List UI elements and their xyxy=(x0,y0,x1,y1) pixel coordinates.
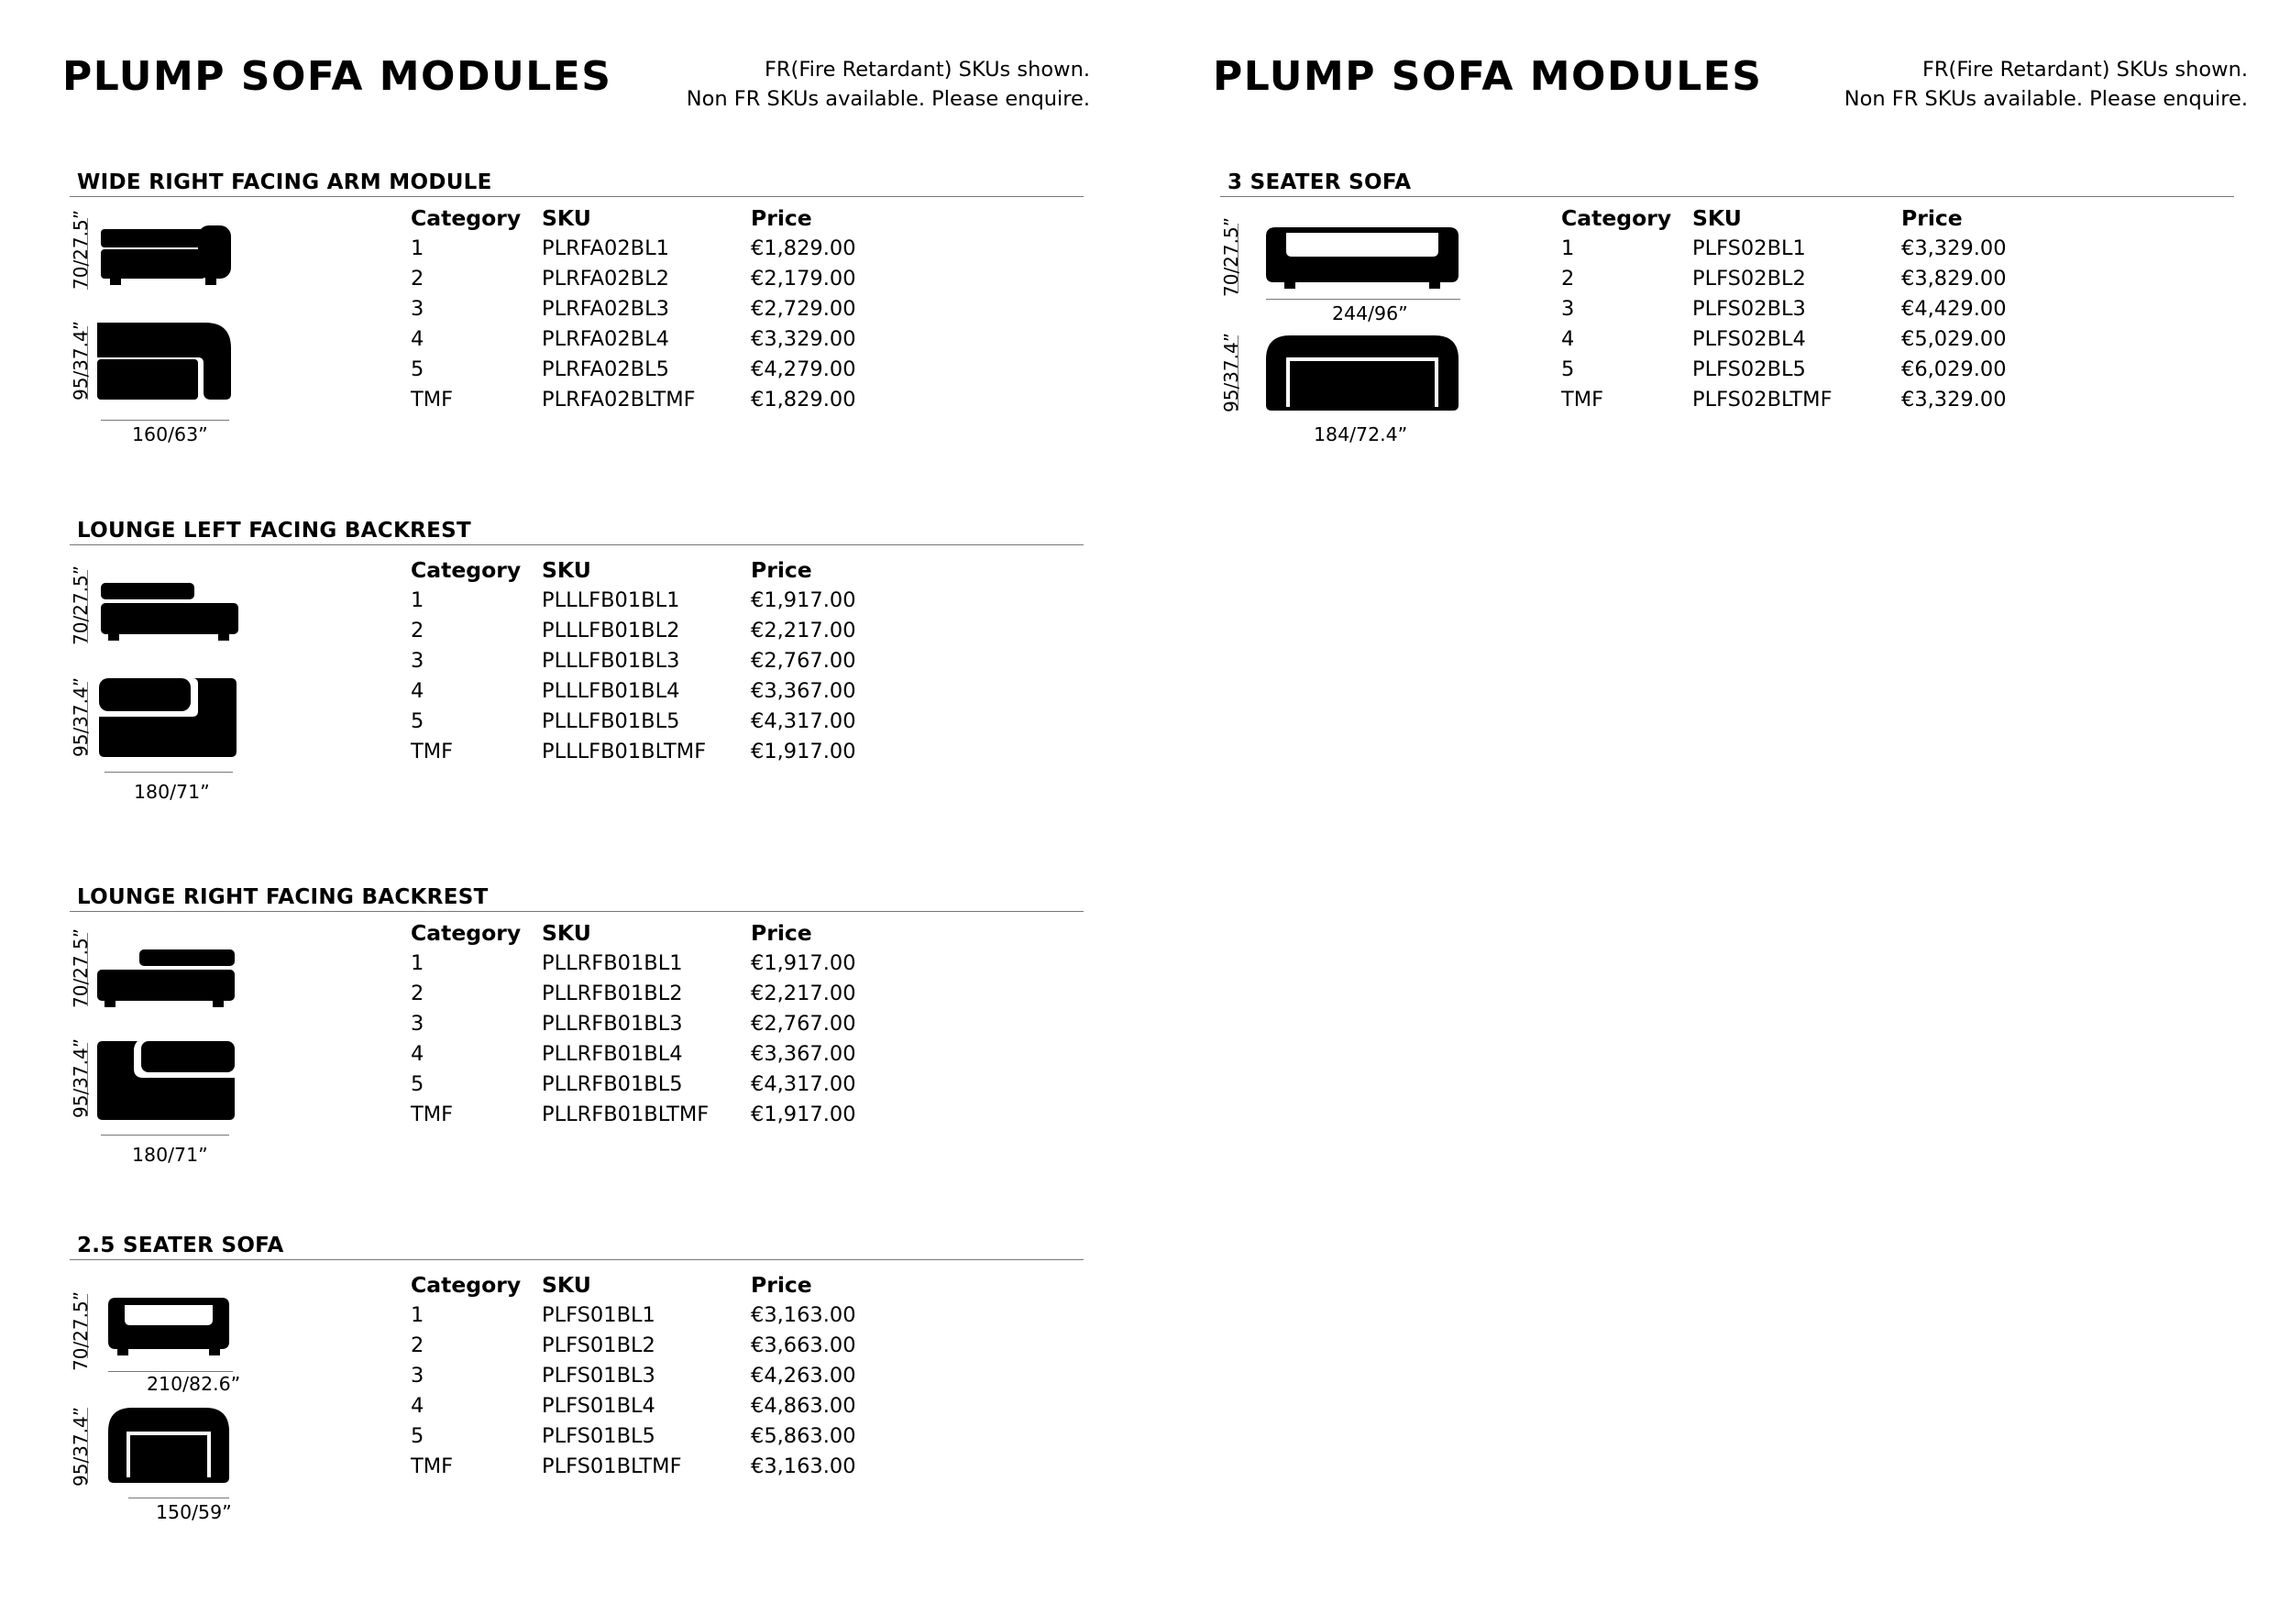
category-cell: 5 xyxy=(1561,357,1575,381)
header-sku: SKU xyxy=(542,205,591,231)
category-cell: 2 xyxy=(411,982,424,1005)
top-view-drawing xyxy=(108,1408,237,1487)
top-depth-label: 95/37.4” xyxy=(70,1406,92,1487)
category-cell: 4 xyxy=(411,1042,424,1066)
front-view-drawing xyxy=(108,1298,237,1358)
sku-cell: PLFS01BL5 xyxy=(542,1424,655,1448)
category-cell: TMF xyxy=(411,740,454,763)
sku-cell: PLFS02BL4 xyxy=(1692,327,1806,351)
header-price: Price xyxy=(751,205,812,231)
side-view-drawing xyxy=(97,225,235,290)
price-cell: €3,367.00 xyxy=(751,679,856,703)
section-title: LOUNGE LEFT FACING BACKREST xyxy=(77,519,471,543)
sku-cell: PLFS01BL4 xyxy=(542,1394,655,1418)
price-cell: €2,767.00 xyxy=(751,649,856,673)
price-cell: €2,767.00 xyxy=(751,1012,856,1036)
price-cell: €4,317.00 xyxy=(751,1072,856,1096)
fr-note-line-2: Non FR SKUs available. Please enquire. xyxy=(1844,87,2248,111)
price-cell: €3,663.00 xyxy=(751,1333,856,1357)
header-sku: SKU xyxy=(542,920,591,946)
header-category: Category xyxy=(411,205,522,231)
price-cell: €5,029.00 xyxy=(1901,327,2007,351)
top-depth-label: 95/37.4” xyxy=(1220,332,1242,412)
price-cell: €1,917.00 xyxy=(751,1103,856,1126)
category-cell: 4 xyxy=(411,327,424,351)
top-view-drawing xyxy=(1266,335,1468,414)
fr-note-line-1: FR(Fire Retardant) SKUs shown. xyxy=(1921,58,2248,82)
side-height-label: 70/27.5” xyxy=(70,565,92,645)
category-cell: 2 xyxy=(411,1333,424,1357)
fr-note-line-2: Non FR SKUs available. Please enquire. xyxy=(686,87,1090,111)
category-cell: TMF xyxy=(411,1103,454,1126)
price-cell: €4,263.00 xyxy=(751,1364,856,1388)
section-rule xyxy=(1220,196,2234,197)
sku-cell: PLRFA02BLTMF xyxy=(542,388,696,411)
price-cell: €2,179.00 xyxy=(751,267,856,291)
section-title: LOUNGE RIGHT FACING BACKREST xyxy=(77,885,489,909)
category-cell: 3 xyxy=(411,1012,424,1036)
category-cell: TMF xyxy=(411,1454,454,1478)
front-view-drawing xyxy=(1266,227,1468,291)
section-title: WIDE RIGHT FACING ARM MODULE xyxy=(77,170,492,194)
header-price: Price xyxy=(751,920,812,946)
category-cell: 1 xyxy=(411,236,424,260)
side-height-label: 70/27.5” xyxy=(70,209,92,290)
section-rule xyxy=(70,196,1084,197)
header-price: Price xyxy=(751,557,812,583)
width-label: 180/71” xyxy=(132,1144,208,1166)
price-cell: €2,217.00 xyxy=(751,982,856,1005)
dim-line xyxy=(1266,299,1460,300)
category-cell: 3 xyxy=(411,649,424,673)
page-right xyxy=(1151,0,2290,1624)
side-view-drawing xyxy=(97,949,244,1014)
category-cell: 3 xyxy=(411,1364,424,1388)
sku-cell: PLLLFB01BL3 xyxy=(542,649,680,673)
price-cell: €2,217.00 xyxy=(751,619,856,642)
dim-line xyxy=(101,420,229,421)
price-cell: €4,863.00 xyxy=(751,1394,856,1418)
sku-cell: PLFS02BLTMF xyxy=(1692,388,1833,411)
width-label: 184/72.4” xyxy=(1314,423,1408,445)
category-cell: TMF xyxy=(411,388,454,411)
price-cell: €6,029.00 xyxy=(1901,357,2007,381)
header-sku: SKU xyxy=(542,557,591,583)
category-cell: 1 xyxy=(411,951,424,975)
price-cell: €3,367.00 xyxy=(751,1042,856,1066)
header-sku: SKU xyxy=(1692,205,1742,231)
fr-note-line-1: FR(Fire Retardant) SKUs shown. xyxy=(764,58,1090,82)
sku-cell: PLLLFB01BL4 xyxy=(542,679,680,703)
sku-cell: PLFS02BL3 xyxy=(1692,297,1806,321)
width-label: 160/63” xyxy=(132,423,208,445)
header-category: Category xyxy=(411,920,522,946)
sku-cell: PLFS01BLTMF xyxy=(542,1454,682,1478)
price-cell: €3,829.00 xyxy=(1901,267,2007,291)
sku-cell: PLLRFB01BL4 xyxy=(542,1042,683,1066)
side-view-drawing xyxy=(97,583,244,647)
price-cell: €2,729.00 xyxy=(751,297,856,321)
price-cell: €3,329.00 xyxy=(1901,236,2007,260)
fr-note xyxy=(1844,55,2248,114)
category-cell: 3 xyxy=(411,297,424,321)
side-height-label: 70/27.5” xyxy=(70,927,92,1008)
top-view-drawing xyxy=(97,678,244,761)
category-cell: 3 xyxy=(1561,297,1575,321)
header-price: Price xyxy=(1901,205,1963,231)
sku-cell: PLLLFB01BLTMF xyxy=(542,740,707,763)
dim-line xyxy=(105,772,233,773)
front-width-label: 210/82.6” xyxy=(147,1373,241,1395)
header-category: Category xyxy=(411,557,522,583)
category-cell: 5 xyxy=(411,357,424,381)
header-price: Price xyxy=(751,1272,812,1298)
sku-cell: PLLRFB01BLTMF xyxy=(542,1103,710,1126)
page-title: PLUMP SOFA MODULES xyxy=(62,53,612,100)
sku-cell: PLRFA02BL2 xyxy=(542,267,669,291)
sku-cell: PLLRFB01BL2 xyxy=(542,982,683,1005)
sku-cell: PLFS02BL2 xyxy=(1692,267,1806,291)
front-width-label: 244/96” xyxy=(1332,302,1408,324)
category-cell: 1 xyxy=(1561,236,1575,260)
sku-cell: PLFS01BL1 xyxy=(542,1303,655,1327)
header-category: Category xyxy=(411,1272,522,1298)
sku-cell: PLLRFB01BL1 xyxy=(542,951,683,975)
price-cell: €4,317.00 xyxy=(751,709,856,733)
category-cell: 4 xyxy=(411,1394,424,1418)
side-height-label: 70/27.5” xyxy=(1220,216,1242,297)
sku-cell: PLLRFB01BL3 xyxy=(542,1012,683,1036)
dim-line xyxy=(108,1371,233,1372)
section-title: 3 SEATER SOFA xyxy=(1228,170,1412,194)
category-cell: 2 xyxy=(1561,267,1575,291)
sku-cell: PLLRFB01BL5 xyxy=(542,1072,683,1096)
price-cell: €3,329.00 xyxy=(751,327,856,351)
top-depth-label: 95/37.4” xyxy=(70,1037,92,1118)
price-cell: €3,329.00 xyxy=(1901,388,2007,411)
top-depth-label: 95/37.4” xyxy=(70,320,92,401)
section-rule xyxy=(70,911,1084,912)
price-cell: €5,863.00 xyxy=(751,1424,856,1448)
category-cell: 1 xyxy=(411,1303,424,1327)
side-height-label: 70/27.5” xyxy=(70,1290,92,1371)
header-sku: SKU xyxy=(542,1272,591,1298)
price-cell: €1,829.00 xyxy=(751,388,856,411)
category-cell: 2 xyxy=(411,619,424,642)
sku-cell: PLFS02BL1 xyxy=(1692,236,1806,260)
header-category: Category xyxy=(1561,205,1672,231)
price-cell: €3,163.00 xyxy=(751,1454,856,1478)
sku-cell: PLFS02BL5 xyxy=(1692,357,1806,381)
sku-cell: PLRFA02BL1 xyxy=(542,236,669,260)
sku-cell: PLFS01BL2 xyxy=(542,1333,655,1357)
sku-cell: PLRFA02BL4 xyxy=(542,327,669,351)
dim-line xyxy=(101,1135,229,1136)
sku-cell: PLLLFB01BL2 xyxy=(542,619,680,642)
category-cell: 2 xyxy=(411,267,424,291)
sku-cell: PLRFA02BL5 xyxy=(542,357,669,381)
price-cell: €1,917.00 xyxy=(751,588,856,612)
category-cell: 4 xyxy=(411,679,424,703)
category-cell: 5 xyxy=(411,1424,424,1448)
category-cell: TMF xyxy=(1561,388,1604,411)
price-cell: €4,279.00 xyxy=(751,357,856,381)
sku-cell: PLLLFB01BL1 xyxy=(542,588,680,612)
price-cell: €1,829.00 xyxy=(751,236,856,260)
top-view-drawing xyxy=(97,1041,244,1124)
width-label: 150/59” xyxy=(156,1501,232,1523)
width-label: 180/71” xyxy=(134,781,210,803)
sku-cell: PLFS01BL3 xyxy=(542,1364,655,1388)
price-cell: €1,917.00 xyxy=(751,740,856,763)
section-rule xyxy=(70,1259,1084,1260)
section-rule xyxy=(70,544,1084,545)
price-cell: €4,429.00 xyxy=(1901,297,2007,321)
fr-note xyxy=(687,55,1090,114)
sku-cell: PLRFA02BL3 xyxy=(542,297,669,321)
price-cell: €1,917.00 xyxy=(751,951,856,975)
top-view-drawing xyxy=(97,323,235,405)
page-title: PLUMP SOFA MODULES xyxy=(1213,53,1763,100)
top-depth-label: 95/37.4” xyxy=(70,676,92,757)
price-cell: €3,163.00 xyxy=(751,1303,856,1327)
category-cell: 4 xyxy=(1561,327,1575,351)
section-title: 2.5 SEATER SOFA xyxy=(77,1234,284,1257)
sku-cell: PLLLFB01BL5 xyxy=(542,709,680,733)
category-cell: 5 xyxy=(411,709,424,733)
category-cell: 1 xyxy=(411,588,424,612)
category-cell: 5 xyxy=(411,1072,424,1096)
